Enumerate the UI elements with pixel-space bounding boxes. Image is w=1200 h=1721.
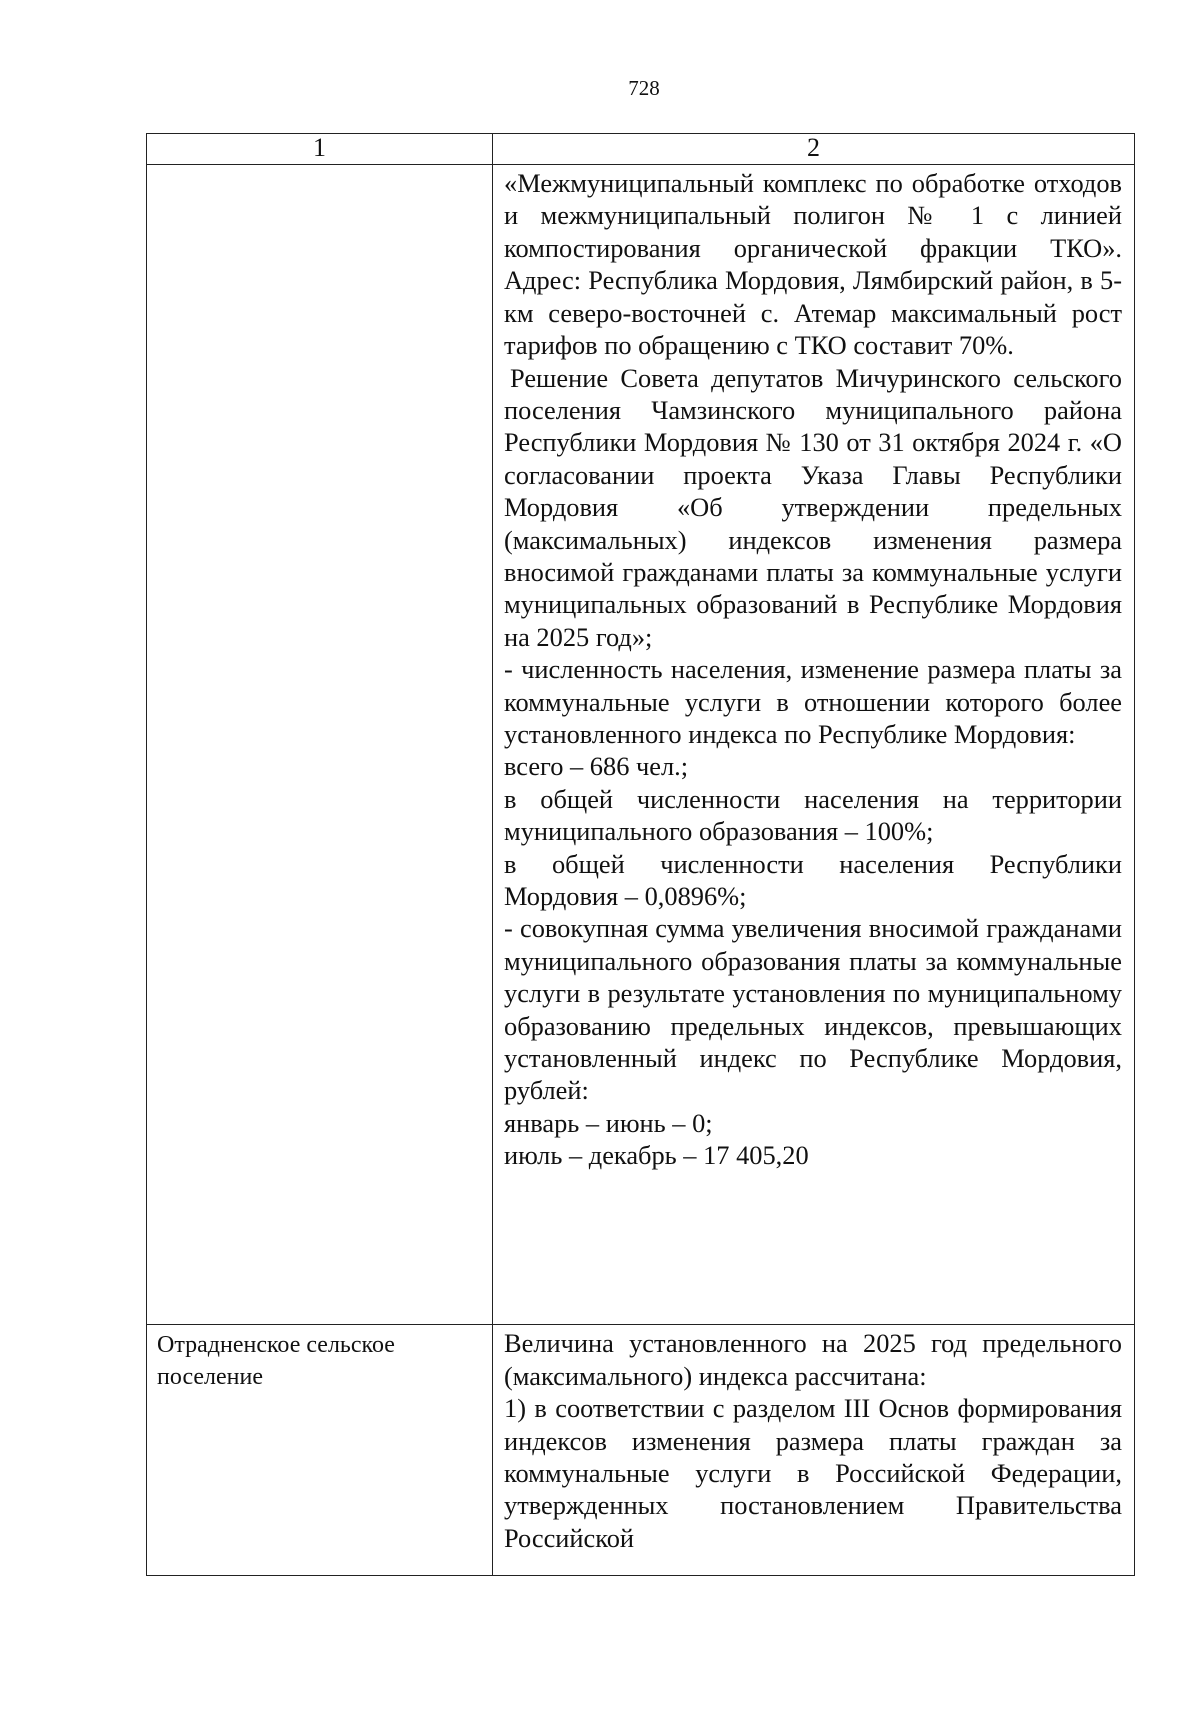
paragraph: Величина установленного на 2025 год предельного (максимального) индекса рассчитана: [504,1328,1122,1391]
column-header-1: 1 [147,134,493,165]
page-number: 728 [628,76,660,100]
paragraph: июль – декабрь – 17 405,20 [504,1140,809,1171]
description-cell [493,1325,1135,1576]
table-header-row [147,134,1135,165]
column-header-2: 2 [493,134,1135,165]
paragraph: Решение Совета депутатов Мичуринского сельского поселения Чамзинского муниципального района Республики Мордовия № 130 от 31 октября 2024 г. «О согласовании проекта Указа Главы Республики Мордовия «Об утверждении предельных (максимальных) индексов изменения размера вносимой гражданами платы за коммунальные услуги муниципальных образований в Республике Мордовия на 2025 год»; [504,362,1122,652]
paragraph: 1) в соответствии с разделом III Основ формирования индексов изменения размера платы граждан за коммунальные услуги в Российской Федерации, утвержденных постановлением Правительства Российской [504,1393,1122,1553]
document-table [146,133,1135,1576]
paragraph: всего – 686 чел.; [504,751,689,782]
paragraph: - совокупная сумма увеличения вносимой гражданами муниципального образования платы за коммунальные услуги в результате установления по муниципальному образованию предельных индексов, превышающих установленный индекс по Республике Мордовия, рублей: [504,913,1122,1106]
table-row [147,165,1135,1325]
municipality-cell: Отрадненское сельское поселение [147,1325,493,1576]
table-row [147,1325,1135,1576]
paragraph: в общей численности населения Республики Мордовия – 0,0896%; [504,848,1122,912]
description-cell [493,165,1135,1325]
paragraph: январь – июнь – 0; [504,1107,713,1138]
description-content [504,1327,1122,1554]
paragraph: - численность населения, изменение размера платы за коммунальные услуги в отношении которого более установленного индекса по Республике Мордовия: [504,654,1122,749]
municipality-cell [147,165,493,1325]
paragraph: в общей численности населения на территории муниципального образования – 100%; [504,783,1122,847]
paragraph: «Межмуниципальный комплекс по обработке отходов и межмуниципальный полигон № 1 с линией компостирования органической фракции ТКО». Адрес: Республика Мордовия, Лямбирский район, в 5-км северо-восточней с. Атемар максимальный рост тарифов по обращению с ТКО составит 70%. [504,168,1122,361]
